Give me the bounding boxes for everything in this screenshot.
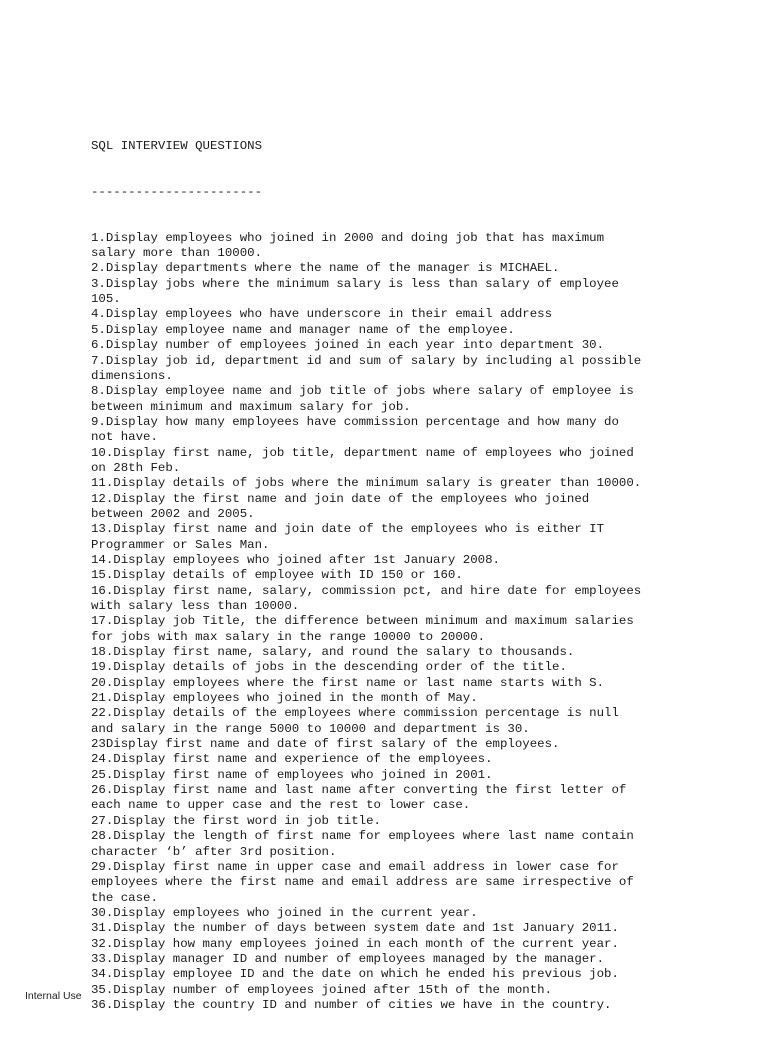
question-line: 10.Display first name, job title, department name of employees who joined [91, 445, 634, 460]
question-line: 2.Display departments where the name of the manager is MICHAEL. [91, 261, 560, 276]
question-line: salary more than 10000. [91, 246, 263, 261]
question-line: 35.Display number of employees joined after 15th of the month. [91, 982, 553, 997]
question-line: 23Display first name and date of first salary of the employees. [91, 737, 560, 752]
question-line: 32.Display how many employees joined in each month of the current year. [91, 936, 619, 951]
question-line: 20.Display employees where the first name or last name starts with S. [91, 675, 605, 690]
question-line: Programmer or Sales Man. [91, 537, 270, 552]
question-line: 12.Display the first name and join date of the employees who joined [91, 491, 590, 506]
question-line: dimensions. [91, 368, 173, 383]
question-line: 26.Display first name and last name after converting the first letter of [91, 783, 627, 798]
document-title: SQL INTERVIEW QUESTIONS [91, 138, 263, 153]
question-line: 19.Display details of jobs in the descending order of the title. [91, 660, 567, 675]
question-line: between minimum and maximum salary for job. [91, 399, 411, 414]
question-line: 11.Display details of jobs where the minimum salary is greater than 10000. [91, 476, 642, 491]
question-line: 24.Display first name and experience of the employees. [91, 752, 493, 767]
question-line: 28.Display the length of first name for employees where last name contain [91, 829, 634, 844]
question-line: character ‘b’ after 3rd position. [91, 844, 337, 859]
question-line: 36.Display the country ID and number of cities we have in the country. [91, 997, 612, 1012]
question-line: 4.Display employees who have underscore in their email address [91, 307, 553, 322]
document-body [91, 108, 751, 1044]
footer-label: Internal Use [25, 990, 82, 1002]
question-line: between 2002 and 2005. [91, 506, 255, 521]
question-line: 31.Display the number of days between system date and 1st January 2011. [91, 921, 619, 936]
question-line: 16.Display first name, salary, commission pct, and hire date for employees [91, 583, 642, 598]
question-line: 25.Display first name of employees who joined in 2001. [91, 767, 493, 782]
question-line: each name to upper case and the rest to lower case. [91, 798, 471, 813]
question-line: 22.Display details of the employees where commission percentage is null [91, 706, 619, 721]
question-line: 29.Display first name in upper case and email address in lower case for [91, 859, 619, 874]
question-line: 15.Display details of employee with ID 150 or 160. [91, 568, 463, 583]
question-line: 6.Display number of employees joined in each year into department 30. [91, 338, 605, 353]
question-line: 30.Display employees who joined in the current year. [91, 905, 478, 920]
question-line: not have. [91, 430, 158, 445]
question-line: 17.Display job Title, the difference between minimum and maximum salaries [91, 614, 634, 629]
question-line: 13.Display first name and join date of the employees who is either IT [91, 522, 605, 537]
question-line: the case. [91, 890, 158, 905]
question-line: 8.Display employee name and job title of jobs where salary of employee is [91, 384, 634, 399]
question-line: for jobs with max salary in the range 10000 to 20000. [91, 629, 486, 644]
question-line: and salary in the range 5000 to 10000 and department is 30. [91, 721, 530, 736]
question-line: 27.Display the first word in job title. [91, 813, 381, 828]
question-line: on 28th Feb. [91, 460, 181, 475]
question-line: 1.Display employees who joined in 2000 and doing job that has maximum [91, 230, 605, 245]
question-line: 5.Display employee name and manager name of the employee. [91, 322, 515, 337]
question-list [91, 231, 751, 1014]
question-line: 3.Display jobs where the minimum salary is less than salary of employee [91, 276, 619, 291]
question-line: 9.Display how many employees have commission percentage and how many do [91, 414, 619, 429]
question-line: 18.Display first name, salary, and round the salary to thousands. [91, 645, 575, 660]
question-line: 34.Display employee ID and the date on which he ended his previous job. [91, 967, 619, 982]
question-line: 33.Display manager ID and number of employees managed by the manager. [91, 951, 605, 966]
question-line: 21.Display employees who joined in the month of May. [91, 691, 478, 706]
question-line: 7.Display job id, department id and sum of salary by including al possible [91, 353, 642, 368]
question-line: with salary less than 10000. [91, 599, 300, 613]
title-underline: ----------------------- [91, 184, 263, 199]
question-line: employees where the first name and email address are same irrespective of [91, 875, 634, 890]
question-line: 105. [91, 292, 121, 307]
question-line: 14.Display employees who joined after 1st January 2008. [91, 552, 500, 567]
